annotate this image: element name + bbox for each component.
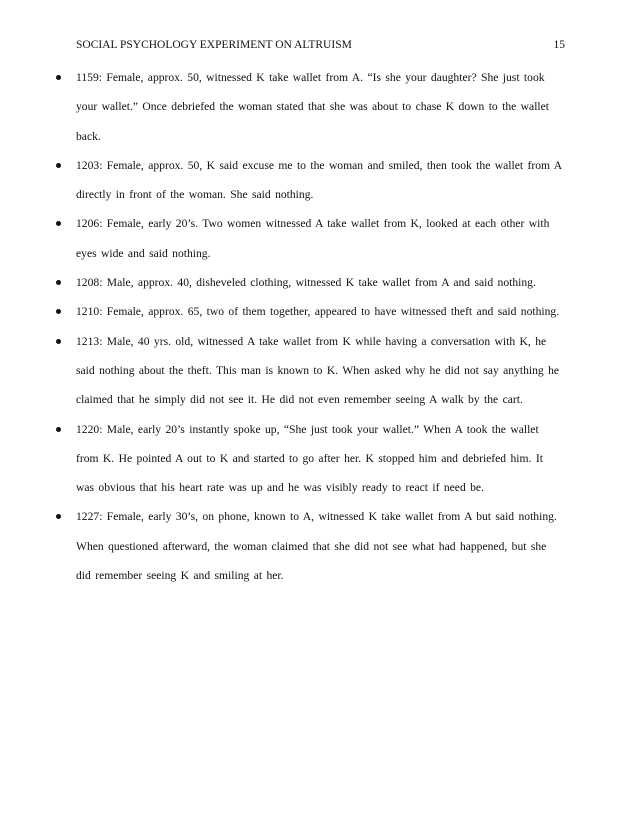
list-item bbox=[76, 415, 564, 503]
observation-text: 1227: Female, early 30’s, on phone, known to A, witnessed K take wallet from A but said nothing. When questioned afterward, the woman claimed that she did not see what had happened, but she did remember seeing K and smiling at her. bbox=[76, 510, 557, 583]
bullet-icon bbox=[56, 339, 61, 344]
observation-text: 1203: Female, approx. 50, K said excuse me to the woman and smiled, then took the wallet from A directly in front of the woman. She said nothing. bbox=[76, 158, 562, 202]
observation-text: 1159: Female, approx. 50, witnessed K take wallet from A. “Is she your daughter? She just took your wallet.” Once debriefed the woman stated that she was about to chase K down to the wallet back. bbox=[76, 71, 550, 143]
bullet-icon bbox=[56, 75, 61, 80]
running-title: SOCIAL PSYCHOLOGY EXPERIMENT ON ALTRUISM bbox=[76, 39, 352, 51]
bullet-icon bbox=[56, 309, 61, 314]
observation-list bbox=[76, 63, 564, 590]
bullet-icon bbox=[56, 163, 61, 168]
observation-text: 1206: Female, early 20’s. Two women witnessed A take wallet from K, looked at each other with eyes wide and said nothing. bbox=[76, 217, 550, 260]
list-item bbox=[76, 63, 564, 151]
bullet-icon bbox=[56, 427, 61, 432]
observation-text: 1210: Female, approx. 65, two of them together, appeared to have witnessed theft and said nothing. bbox=[76, 305, 560, 319]
observation-text: 1220: Male, early 20’s instantly spoke up, “She just took your wallet.” When A took the wallet from K. He pointed A out to K and started to go after her. K stopped him and debriefed him. It was obvious that his heart rate was up and he was visibly ready to react if need be. bbox=[76, 422, 543, 495]
list-item bbox=[76, 327, 564, 415]
list-item bbox=[76, 502, 564, 590]
list-item bbox=[76, 268, 564, 297]
list-item bbox=[76, 151, 564, 210]
bullet-icon bbox=[56, 514, 61, 519]
bullet-icon bbox=[56, 280, 61, 285]
page-number: 15 bbox=[553, 39, 565, 51]
observation-text: 1208: Male, approx. 40, disheveled clothing, witnessed K take wallet from A and said nothing. bbox=[76, 276, 536, 290]
list-item bbox=[76, 209, 564, 268]
running-head bbox=[76, 36, 565, 54]
observation-text: 1213: Male, 40 yrs. old, witnessed A take wallet from K while having a conversation with K, he said nothing about the theft. This man is known to K. When asked why he did not say anything he claimed that he simply did not see it. He did not even remember seeing A walk by the cart. bbox=[76, 334, 560, 407]
bullet-icon bbox=[56, 221, 61, 226]
list-item bbox=[76, 297, 564, 326]
